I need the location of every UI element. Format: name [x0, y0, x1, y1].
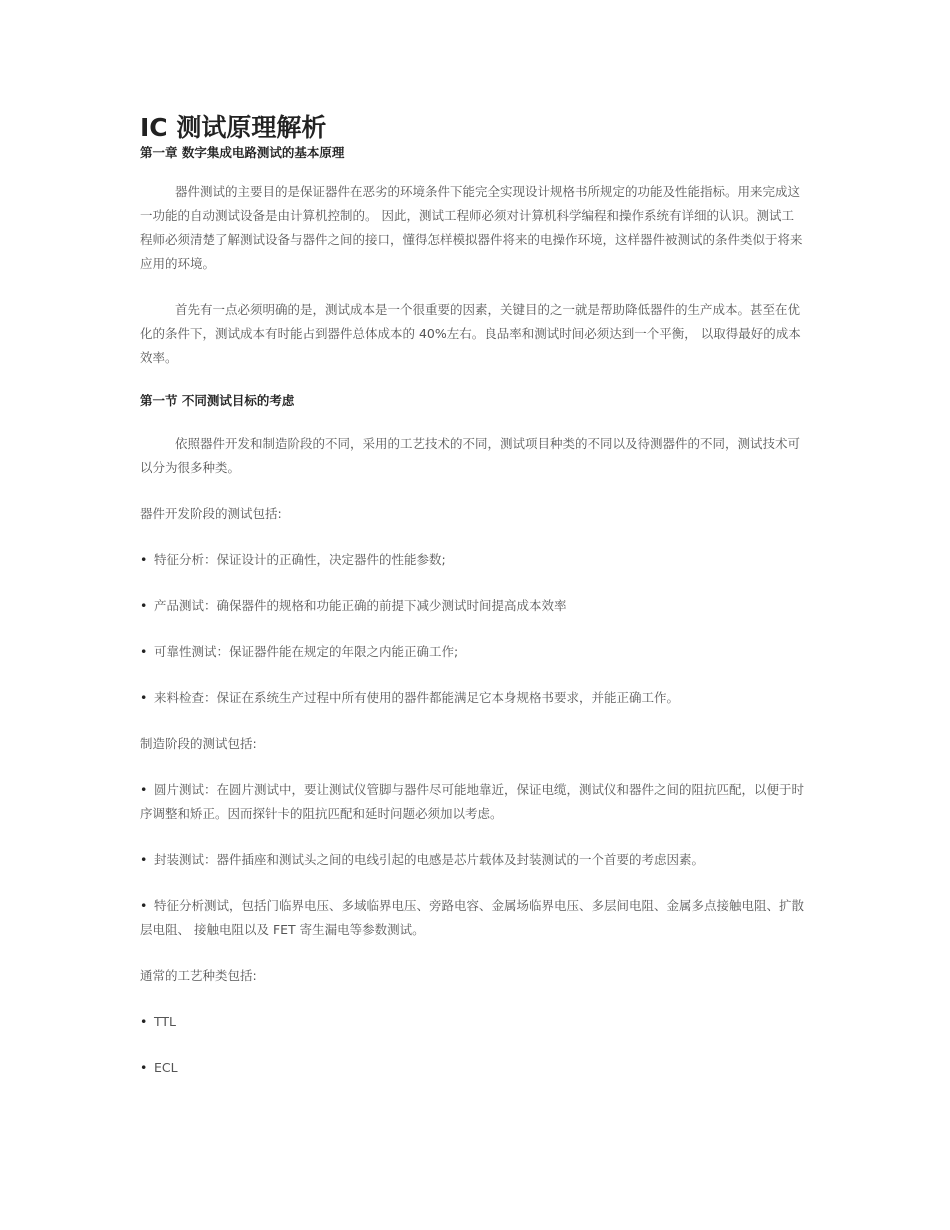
section-paragraph: 依照器件开发和制造阶段的不同，采用的工艺技术的不同，测试项目种类的不同以及待测器件的不同，测试技术可以分为很多种类。: [140, 436, 801, 475]
process-types-label: 通常的工艺种类包括:: [140, 968, 257, 983]
list-item-text: 来料检查：保证在系统生产过程中所有使用的器件都能满足它本身规格书要求，并能正确工作。: [154, 690, 680, 705]
bullet-icon: •: [140, 782, 148, 797]
document-page: [140, 112, 805, 1102]
list-item: [140, 848, 805, 872]
list-item: [140, 686, 805, 710]
list-item: [140, 548, 805, 572]
bullet-icon: •: [140, 644, 148, 659]
mfg-stage-label: 制造阶段的测试包括:: [140, 736, 257, 751]
list-item: [140, 894, 805, 942]
list-item: [140, 594, 805, 618]
bullet-icon: •: [140, 552, 148, 567]
bullet-icon: •: [140, 690, 148, 705]
list-item: [140, 1056, 805, 1080]
bullet-icon: •: [140, 1014, 148, 1029]
document-title: IC 测试原理解析: [140, 113, 327, 142]
chapter-heading: 第一章 数字集成电路测试的基本原理: [140, 145, 345, 160]
bullet-icon: •: [140, 898, 148, 913]
list-item-text: 封装测试：器件插座和测试头之间的电线引起的电感是芯片载体及封装测试的一个首要的考虑因素。: [154, 852, 705, 867]
list-item: [140, 640, 805, 664]
dev-stage-label: 器件开发阶段的测试包括:: [140, 506, 282, 521]
list-item-text: 特征分析：保证设计的正确性，决定器件的性能参数;: [154, 552, 446, 567]
intro-paragraph-1: 器件测试的主要目的是保证器件在恶劣的环境条件下能完全实现设计规格书所规定的功能及性能指标。用来完成这一功能的自动测试设备是由计算机控制的。 因此，测试工程师必须对计算机科学编程和操作系统有详细的认识。测试工程师必须清楚了解测试设备与器件之间的接口，懂得怎样模拟器件将来的电操作环境，这样器件被测试的条件类似于将来应用的环境。: [140, 184, 803, 271]
list-item: [140, 1010, 805, 1034]
list-item-text: 产品测试：确保器件的规格和功能正确的前提下减少测试时间提高成本效率: [154, 598, 567, 613]
bullet-icon: •: [140, 852, 148, 867]
bullet-icon: •: [140, 1060, 148, 1075]
bullet-icon: •: [140, 598, 148, 613]
list-item-text: ECL: [154, 1060, 178, 1075]
intro-paragraph-2: 首先有一点必须明确的是，测试成本是一个很重要的因素，关键目的之一就是帮助降低器件的生产成本。甚至在优化的条件下，测试成本有时能占到器件总体成本的 40%左右。良品率和测试时间必须达到一个平衡， 以取得最好的成本效率。: [140, 302, 801, 365]
section-heading: 第一节 不同测试目标的考虑: [140, 393, 295, 408]
list-item-text: 圆片测试：在圆片测试中，要让测试仪管脚与器件尽可能地靠近，保证电缆，测试仪和器件之间的阻抗匹配，以便于时序调整和矫正。因而探针卡的阻抗匹配和延时问题必须加以考虑。: [140, 782, 805, 821]
list-item-text: 可靠性测试：保证器件能在规定的年限之内能正确工作;: [154, 644, 459, 659]
list-item-text: 特征分析测试，包括门临界电压、多域临界电压、旁路电容、金属场临界电压、多层间电阻、金属多点接触电阻、扩散层电阻、 接触电阻以及 FET 寄生漏电等参数测试。: [140, 898, 805, 937]
list-item-text: TTL: [154, 1014, 177, 1029]
list-item: [140, 778, 805, 826]
